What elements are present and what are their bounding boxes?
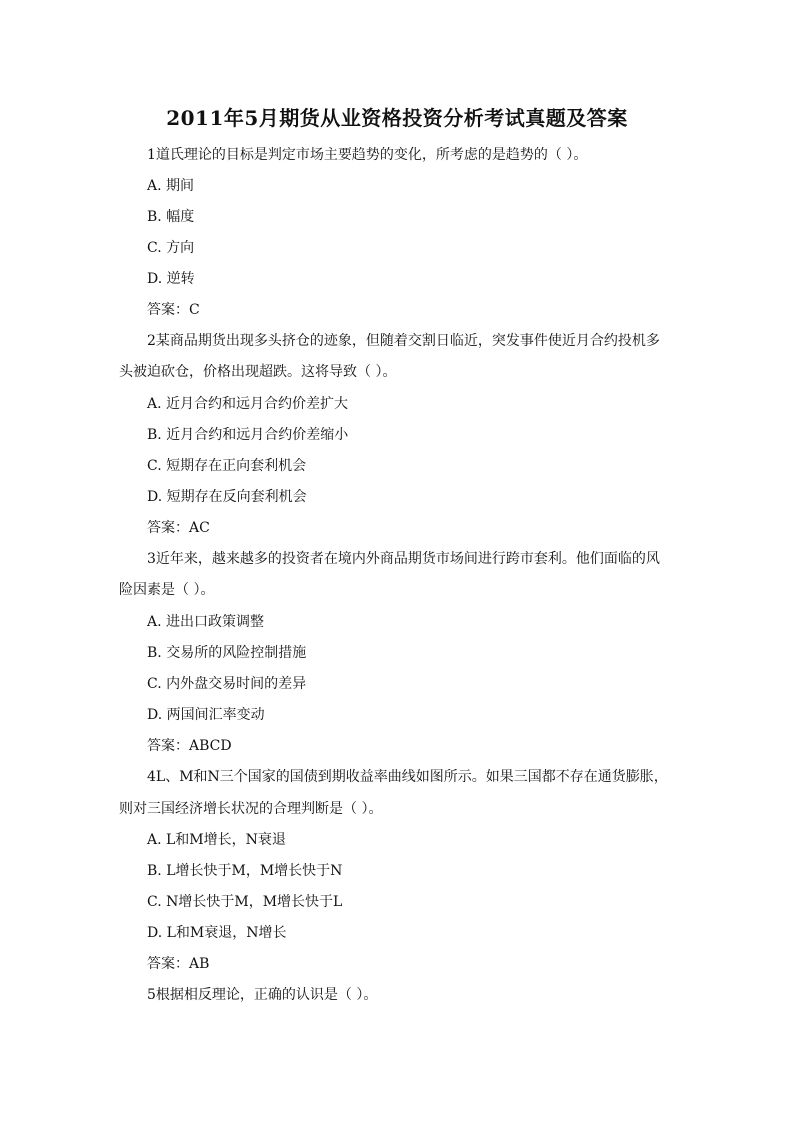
question-2-option-b: B. 近月合约和远月合约价差缩小 <box>147 427 349 443</box>
question-5-stem: 5根据相反理论，正确的认识是（ ）。 <box>147 987 378 1003</box>
page-title: 2011年5月期货从业资格投资分析考试真题及答案 <box>166 106 628 130</box>
question-2-stem-line-1: 2某商品期货出现多头挤仓的迹象，但随着交割日临近，突发事件使近月合约投机多 <box>147 333 660 349</box>
question-2-option-a: A. 近月合约和远月合约价差扩大 <box>147 396 349 412</box>
question-2-option-d: D. 短期存在反向套利机会 <box>147 489 307 505</box>
question-3-stem-line-2: 险因素是（ ）。 <box>119 582 215 598</box>
question-1-answer: 答案：C <box>147 302 200 318</box>
question-4-option-a: A. L和M增长，N衰退 <box>147 832 286 848</box>
question-2-answer: 答案：AC <box>147 520 210 536</box>
question-3-option-b: B. 交易所的风险控制措施 <box>147 645 307 661</box>
question-1-option-c: C. 方向 <box>147 240 195 256</box>
question-1-option-b: B. 幅度 <box>147 209 195 225</box>
question-3-option-c: C. 内外盘交易时间的差异 <box>147 676 307 692</box>
question-4-option-b: B. L增长快于M，M增长快于N <box>147 863 343 879</box>
question-1-option-a: A. 期间 <box>147 178 195 194</box>
question-3-option-d: D. 两国间汇率变动 <box>147 707 265 723</box>
question-4-answer: 答案：AB <box>147 956 210 972</box>
question-4-option-d: D. L和M衰退，N增长 <box>147 925 287 941</box>
question-3-stem-line-1: 3近年来，越来越多的投资者在境内外商品期货市场间进行跨市套利。他们面临的风 <box>147 551 660 567</box>
question-1-option-d: D. 逆转 <box>147 271 195 287</box>
question-4-stem-line-2: 则对三国经济增长状况的合理判断是（ ）。 <box>119 801 383 817</box>
question-4-stem-line-1: 4L、M和N三个国家的国债到期收益率曲线如图所示。如果三国都不存在通货膨胀， <box>147 769 668 785</box>
question-2-option-c: C. 短期存在正向套利机会 <box>147 458 307 474</box>
question-1-stem: 1道氏理论的目标是判定市场主要趋势的变化，所考虑的是趋势的（ ）。 <box>147 147 588 163</box>
question-4-option-c: C. N增长快于M，M增长快于L <box>147 894 343 910</box>
question-3-option-a: A. 进出口政策调整 <box>147 614 265 630</box>
question-2-stem-line-2: 头被迫砍仓，价格出现超跌。这将导致（ ）。 <box>119 364 397 380</box>
question-3-answer: 答案：ABCD <box>147 738 232 754</box>
